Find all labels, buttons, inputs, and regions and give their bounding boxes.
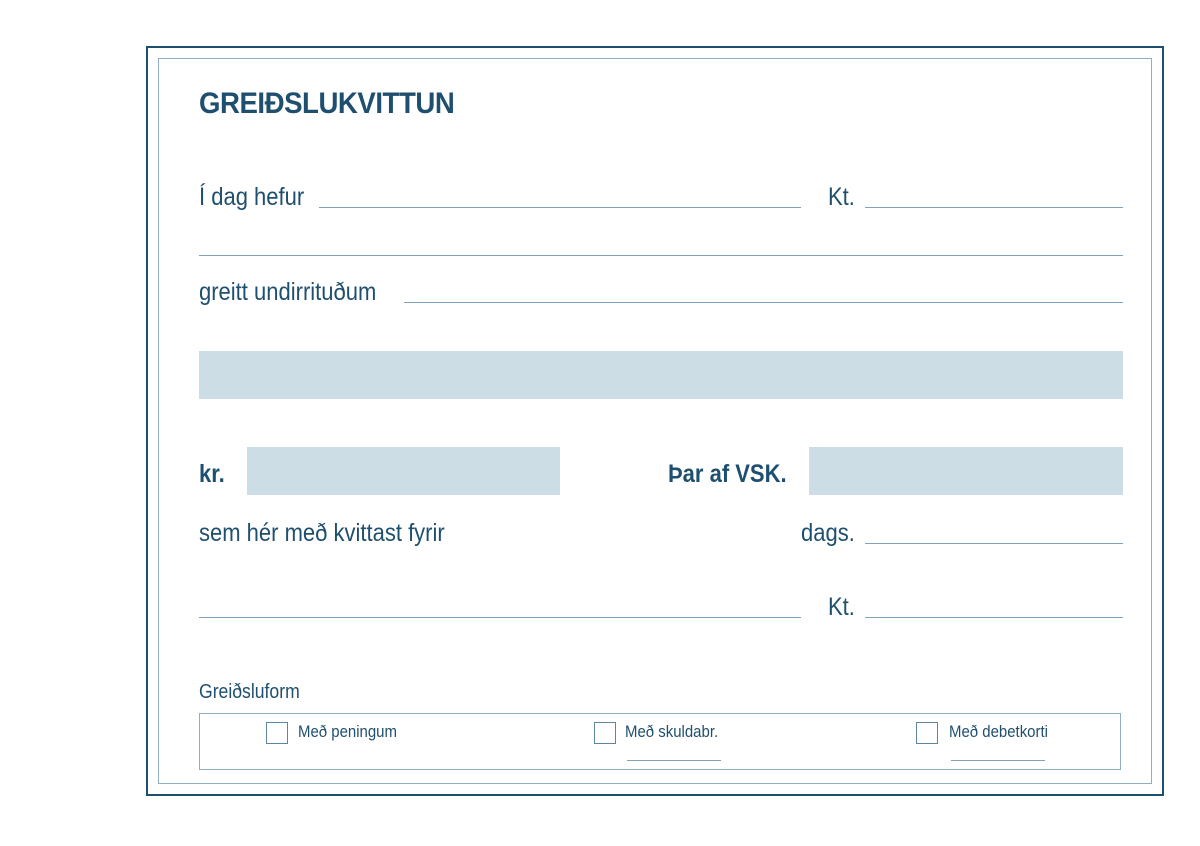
description-field[interactable] (199, 351, 1123, 399)
recipient-line[interactable] (404, 302, 1123, 303)
signer-kt-label: Kt. (828, 593, 855, 621)
debit-card-checkbox[interactable] (916, 722, 938, 744)
amount-label: kr. (199, 460, 225, 488)
cash-checkbox[interactable] (266, 722, 288, 744)
promissory-note-line[interactable] (627, 760, 721, 761)
paid-to-label: greitt undirrituðum (199, 278, 377, 306)
receipt-for-label: sem hér með kvittast fyrir (199, 519, 445, 547)
vat-label: Þar af VSK. (668, 460, 787, 488)
paid-by-label: Í dag hefur (199, 183, 305, 211)
date-line[interactable] (865, 543, 1123, 544)
signer-kt-line[interactable] (865, 617, 1123, 618)
payment-method-heading: Greiðsluform (199, 681, 300, 703)
amount-field[interactable] (247, 447, 560, 495)
receipt-title: GREIÐSLUKVITTUN (199, 87, 455, 120)
vat-field[interactable] (809, 447, 1123, 495)
payer-extra-line[interactable] (199, 255, 1123, 256)
debit-card-option-label: Með debetkorti (949, 722, 1048, 741)
receipt-inner-frame (158, 58, 1152, 784)
promissory-note-checkbox[interactable] (594, 722, 616, 744)
payer-name-line[interactable] (319, 207, 801, 208)
payer-kt-line[interactable] (865, 207, 1123, 208)
cash-option-label: Með peningum (298, 722, 397, 741)
promissory-note-option-label: Með skuldabr. (625, 722, 719, 741)
signature-line[interactable] (199, 617, 801, 618)
debit-card-line[interactable] (951, 760, 1045, 761)
payer-kt-label: Kt. (828, 183, 855, 211)
receipt-form (146, 46, 1164, 796)
date-label: dags. (801, 519, 855, 547)
payment-method-box (199, 713, 1121, 770)
